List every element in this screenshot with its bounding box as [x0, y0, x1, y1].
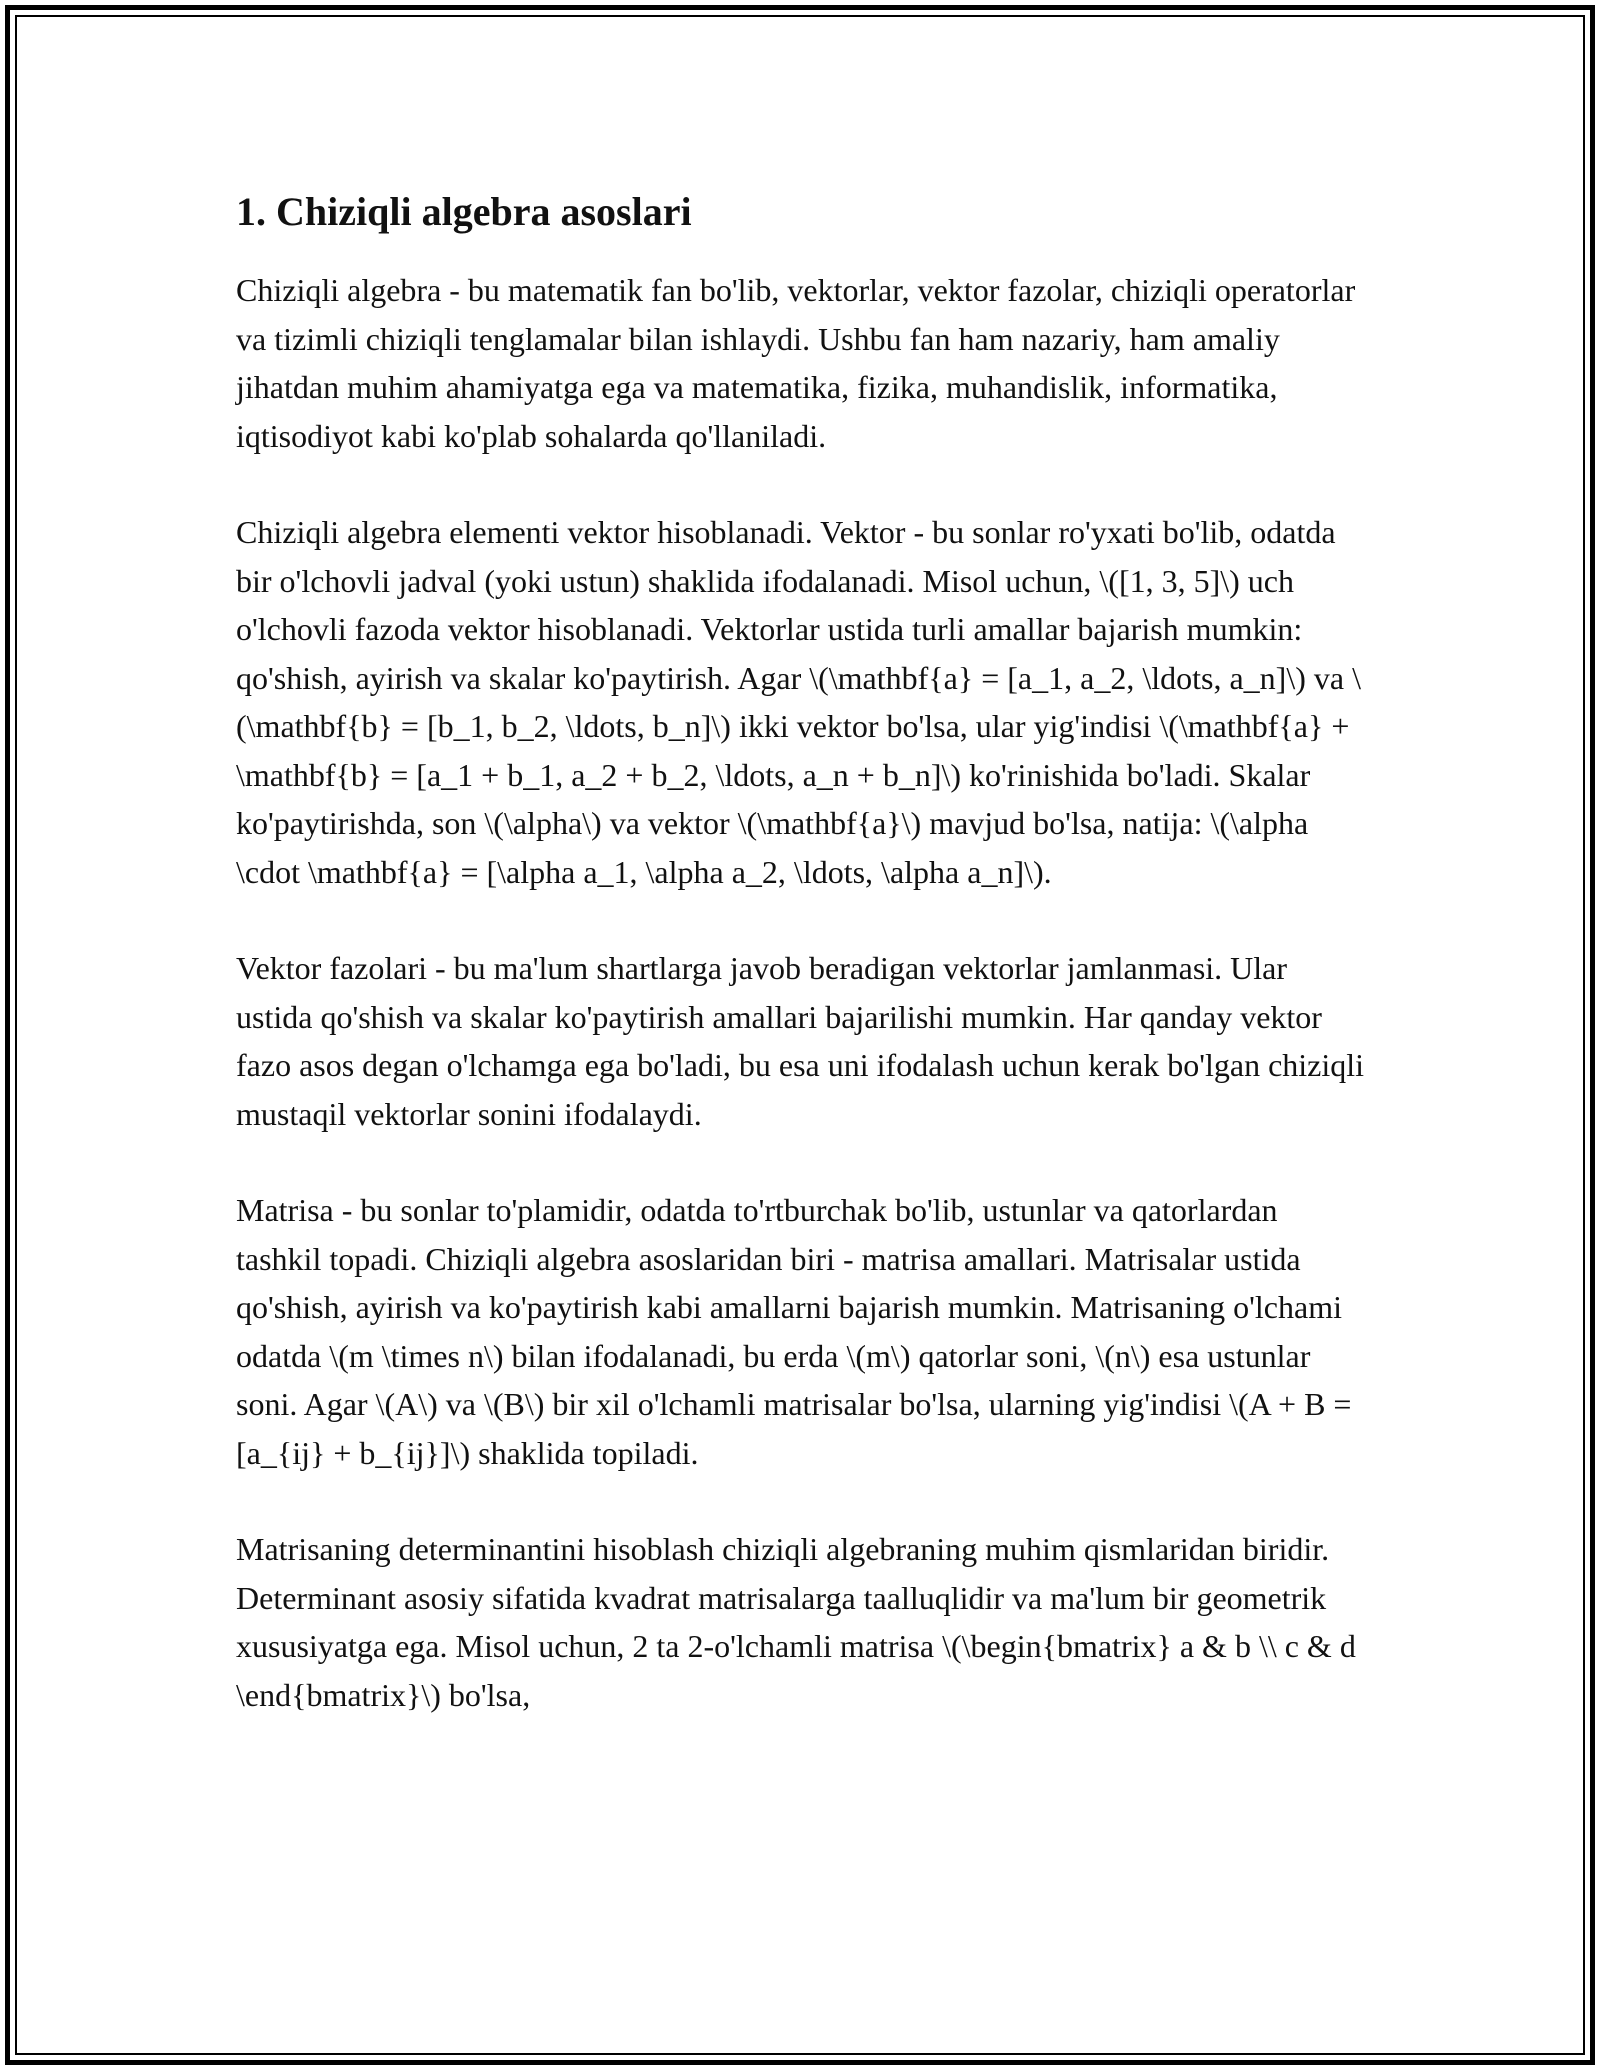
paragraph-determinant: Matrisaning determinantini hisoblash chiziqli algebraning muhim qismlaridan biridir. Determinant asosiy sifatida kvadrat matrisalarga taalluqlidir va ma'lum bir geometrik xususiyatga ega. Misol uchun, 2 ta 2-o'lchamli matrisa \(\begin{bmatrix} a & b \\ c & d \end{bmatrix}\) bo'lsa,	[236, 1531, 1356, 1713]
paragraph-vectors: Chiziqli algebra elementi vektor hisoblanadi. Vektor - bu sonlar ro'yxati bo'lib, odatda bir o'lchovli jadval (yoki ustun) shaklida ifodalanadi. Misol uchun, \([1, 3, 5]\) uch o'lchovli fazoda vektor hisoblanadi. Vektorlar ustida turli amallar bajarish mumkin: qo'shish, ayirish va skalar ko'paytirish. Agar \(\mathbf{a} = [a_1, a_2, \ldots, a_n]\) va \(\mathbf{b} = [b_1, b_2, \ldots, b_n]\) ikki vektor bo'lsa, ular yig'indisi \(\mathbf{a} + \mathbf{b} = [a_1 + b_1, a_2 + b_2, \ldots, a_n + b_n]\) ko'rinishida bo'ladi. Skalar ko'paytirishda, son \(\alpha\) va vektor \(\mathbf{a}\) mavjud bo'lsa, natija: \(\alpha \cdot \mathbf{a} = [\alpha a_1, \alpha a_2, \ldots, \alpha a_n]\).	[236, 514, 1361, 890]
paragraph-vector-spaces: Vektor fazolari - bu ma'lum shartlarga javob beradigan vektorlar jamlanmasi. Ular ustida qo'shish va skalar ko'paytirish amallari bajarilishi mumkin. Har qanday vektor fazo asos degan o'lchamga ega bo'ladi, bu esa uni ifodalash uchun kerak bo'lgan chiziqli mustaqil vektorlar sonini ifodalaydi.	[236, 950, 1365, 1132]
section-heading: 1. Chiziqli algebra asoslari	[236, 189, 692, 234]
paragraph-matrices: Matrisa - bu sonlar to'plamidir, odatda to'rtburchak bo'lib, ustunlar va qatorlardan tashkil topadi. Chiziqli algebra asoslaridan biri - matrisa amallari. Matrisalar ustida qo'shish, ayirish va ko'paytirish kabi amallarni bajarish mumkin. Matrisaning o'lchami odatda \(m \times n\) bilan ifodalanadi, bu erda \(m\) qatorlar soni, \(n\) esa ustunlar soni. Agar \(A\) va \(B\) bir xil o'lchamli matrisalar bo'lsa, ularning yig'indisi \(A + B = [a_{ij} + b_{ij}]\) shaklida topiladi.	[236, 1192, 1352, 1471]
document-body	[236, 186, 1366, 1767]
paragraph-intro: Chiziqli algebra - bu matematik fan bo'lib, vektorlar, vektor fazolar, chiziqli operatorlar va tizimli chiziqli tenglamalar bilan ishlaydi. Ushbu fan ham nazariy, ham amaliy jihatdan muhim ahamiyatga ega va matematika, fizika, muhandislik, informatika, iqtisodiyot kabi ko'plab sohalarda qo'llaniladi.	[236, 272, 1356, 454]
